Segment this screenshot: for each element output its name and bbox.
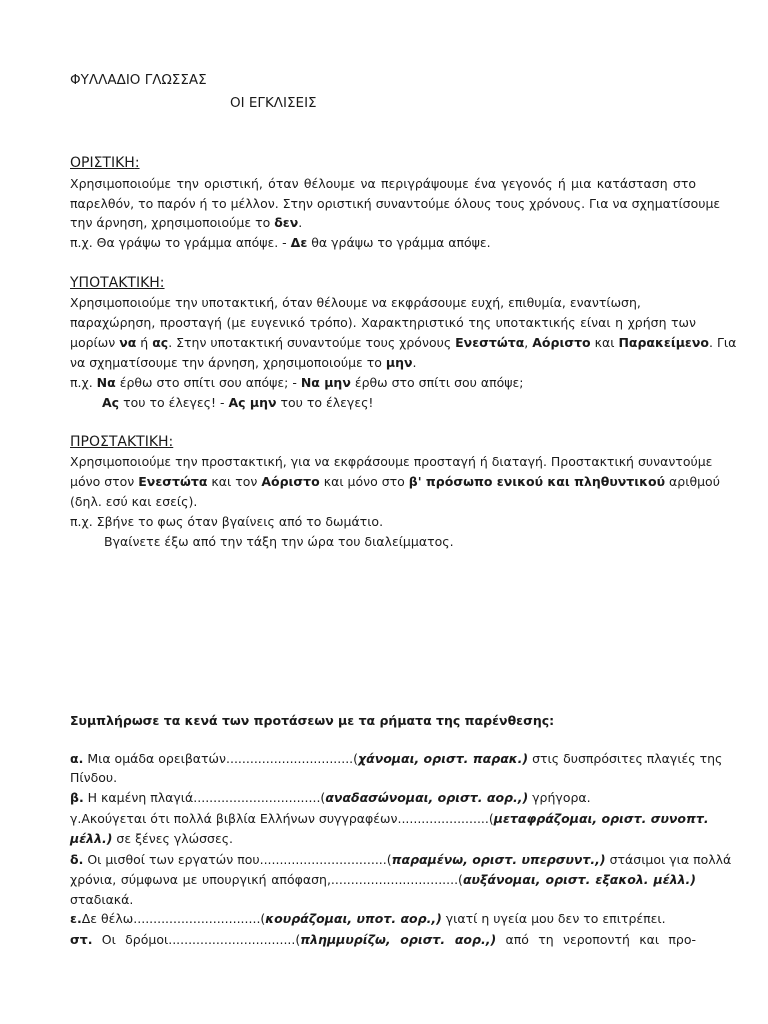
example-line: π.χ. Θα γράψω το γράμμα απόψε. - Δε θα γράψω το γράμμα απόψε. xyxy=(70,235,491,250)
document-title xyxy=(70,70,696,90)
heading-ypotaktiki: ΥΠΟΤΑΚΤΙΚΗ xyxy=(70,275,160,291)
keyword: ας xyxy=(152,335,169,350)
verb-hint: μεταφράζομαι, οριστ. συνοπτ. xyxy=(493,811,709,826)
exercise-line: σταδιακά. xyxy=(70,892,134,907)
exercise-line: Πίνδου. xyxy=(70,770,118,785)
item-letter: στ. xyxy=(70,932,93,947)
keyword: Αόριστο xyxy=(261,474,320,489)
keyword: να xyxy=(119,335,137,350)
paragraph-line: μόνο στον Ενεστώτα και τον Αόριστο και μόνο στο β' πρόσωπο ενικού και πληθυντικού αριθμού xyxy=(70,474,720,489)
paragraph-line: να σχηματίσουμε την άρνηση, χρησιμοποιούμε το μην. xyxy=(70,355,417,370)
keyword: Να μην xyxy=(300,375,351,390)
heading-oristiki: ΟΡΙΣΤΙΚΗ xyxy=(70,155,135,171)
keyword: Ενεστώτα xyxy=(455,335,525,350)
paragraph-line: Χρησιμοποιούμε την προστακτική, για να εκφράσουμε προσταγή ή διαταγή. Προστακτική συναντούμε xyxy=(70,454,713,469)
example-line: π.χ. Σβήνε το φως όταν βγαίνεις από το δωμάτιο. xyxy=(70,514,384,529)
item-letter: ε. xyxy=(70,911,82,926)
section-heading-oristiki: ΟΡΙΣΤΙΚΗ: xyxy=(70,155,140,171)
exercise-item-b: β. Η καμένη πλαγιά................................(αναδασώνομαι, οριστ. αορ.,) γρήγορα. xyxy=(70,790,591,805)
subtitle-text: ΟΙ ΕΓΚΛΙΣΕΙΣ xyxy=(230,95,317,111)
title-text: ΦΥΛΛΑΔΙΟ ΓΛΩΣΣΑΣ xyxy=(70,72,207,88)
exercise-item-e: ε.Δε θέλω................................(κουράζομαι, υποτ. αορ.,) γιατί η υγεία μου δεν το επιτρέπει. xyxy=(70,911,666,926)
keyword: Δε xyxy=(290,235,308,250)
exercise-instruction: Συμπλήρωσε τα κενά των προτάσεων με τα ρήματα της παρένθεσης: xyxy=(70,713,555,728)
keyword: μην xyxy=(385,355,413,370)
exercise-item-a: α. Μια ομάδα ορειβατών................................(χάνομαι, οριστ. παρακ.) στις δυσπρόσιτες πλαγιές της xyxy=(70,751,723,766)
keyword: Παρακείμενο xyxy=(618,335,709,350)
exercise-line: μέλλ.) σε ξένες γλώσσες. xyxy=(70,831,234,846)
verb-hint: κουράζομαι, υποτ. αορ.,) xyxy=(265,911,442,926)
heading-prostaktiki: ΠΡΟΣΤΑΚΤΙΚΗ: xyxy=(70,434,174,450)
item-letter: β. xyxy=(70,790,84,805)
example-line: π.χ. Να έρθω στο σπίτι σου απόψε; - Να μην έρθω στο σπίτι σου απόψε; xyxy=(70,375,524,390)
item-letter: δ. xyxy=(70,852,84,867)
verb-hint: πλημμυρίζω, οριστ. αορ.,) xyxy=(300,932,497,947)
section-heading-prostaktiki xyxy=(70,432,696,452)
exercise-line: χρόνια, σύμφωνα με υπουργική απόφαση,................................(αυξάνομαι, οριστ. εξακολ. μέλλ.) xyxy=(70,872,696,887)
verb-hint: αυξάνομαι, οριστ. εξακολ. μέλλ.) xyxy=(462,872,696,887)
keyword: β' πρόσωπο ενικού και πληθυντικού xyxy=(408,474,666,489)
exercise-item-c: γ.Ακούγεται ότι πολλά βιβλία Ελλήνων συγγραφέων.......................(μεταφράζομαι, οριστ. συνοπτ. xyxy=(70,811,709,826)
verb-hint: παραμένω, οριστ. υπερσυντ.,) xyxy=(391,852,606,867)
keyword: Αόριστο xyxy=(532,335,591,350)
paragraph-line: Χρησιμοποιούμε την υποτακτική, όταν θέλουμε να εκφράσουμε ευχή, επιθυμία, εναντίωση, xyxy=(70,295,641,310)
keyword: Ας xyxy=(102,395,120,410)
verb-hint: χάνομαι, οριστ. παρακ.) xyxy=(358,751,529,766)
exercise-item-d: δ. Οι μισθοί των εργατών που................................(παραμένω, οριστ. υπερσυντ.,) στάσιμοι για πολλά xyxy=(70,852,732,867)
keyword: Να xyxy=(96,375,116,390)
example-line: Ας του το έλεγες! - Ας μην του το έλεγες! xyxy=(102,395,374,410)
keyword: δεν xyxy=(274,215,299,230)
paragraph-line: παρελθόν, το παρόν ή το μέλλον. Στην οριστική συναντούμε όλους τους χρόνους. Για να σχηματίσουμε xyxy=(70,196,721,211)
document-subtitle xyxy=(230,93,696,113)
verb-hint: αναδασώνομαι, οριστ. αορ.,) xyxy=(325,790,529,805)
paragraph-line: την άρνηση, χρησιμοποιούμε το δεν. xyxy=(70,215,303,230)
exercise-item-f: στ. Οι δρόμοι................................(πλημμυρίζω, οριστ. αορ.,) από τη νεροποντή και προ- xyxy=(70,932,696,947)
section-heading-ypotaktiki: ΥΠΟΤΑΚΤΙΚΗ: xyxy=(70,275,165,291)
keyword: Ενεστώτα xyxy=(138,474,208,489)
paragraph-line: μορίων να ή ας. Στην υποτακτική συναντούμε τους χρόνους Ενεστώτα, Αόριστο και Παρακείμενο. Για xyxy=(70,335,737,350)
example-line: Βγαίνετε έξω από την τάξη την ώρα του διαλείμματος. xyxy=(104,534,454,549)
paragraph-line: Χρησιμοποιούμε την οριστική, όταν θέλουμε να περιγράψουμε ένα γεγονός ή μια κατάσταση στο xyxy=(70,176,696,191)
paragraph-line: παραχώρηση, προσταγή (με ευγενικό τρόπο). Χαρακτηριστικό της υποτακτικής είναι η χρήση των xyxy=(70,315,696,330)
keyword: Ας μην xyxy=(228,395,277,410)
item-letter: α. xyxy=(70,751,84,766)
paragraph-line: (δηλ. εσύ και εσείς). xyxy=(70,494,198,509)
